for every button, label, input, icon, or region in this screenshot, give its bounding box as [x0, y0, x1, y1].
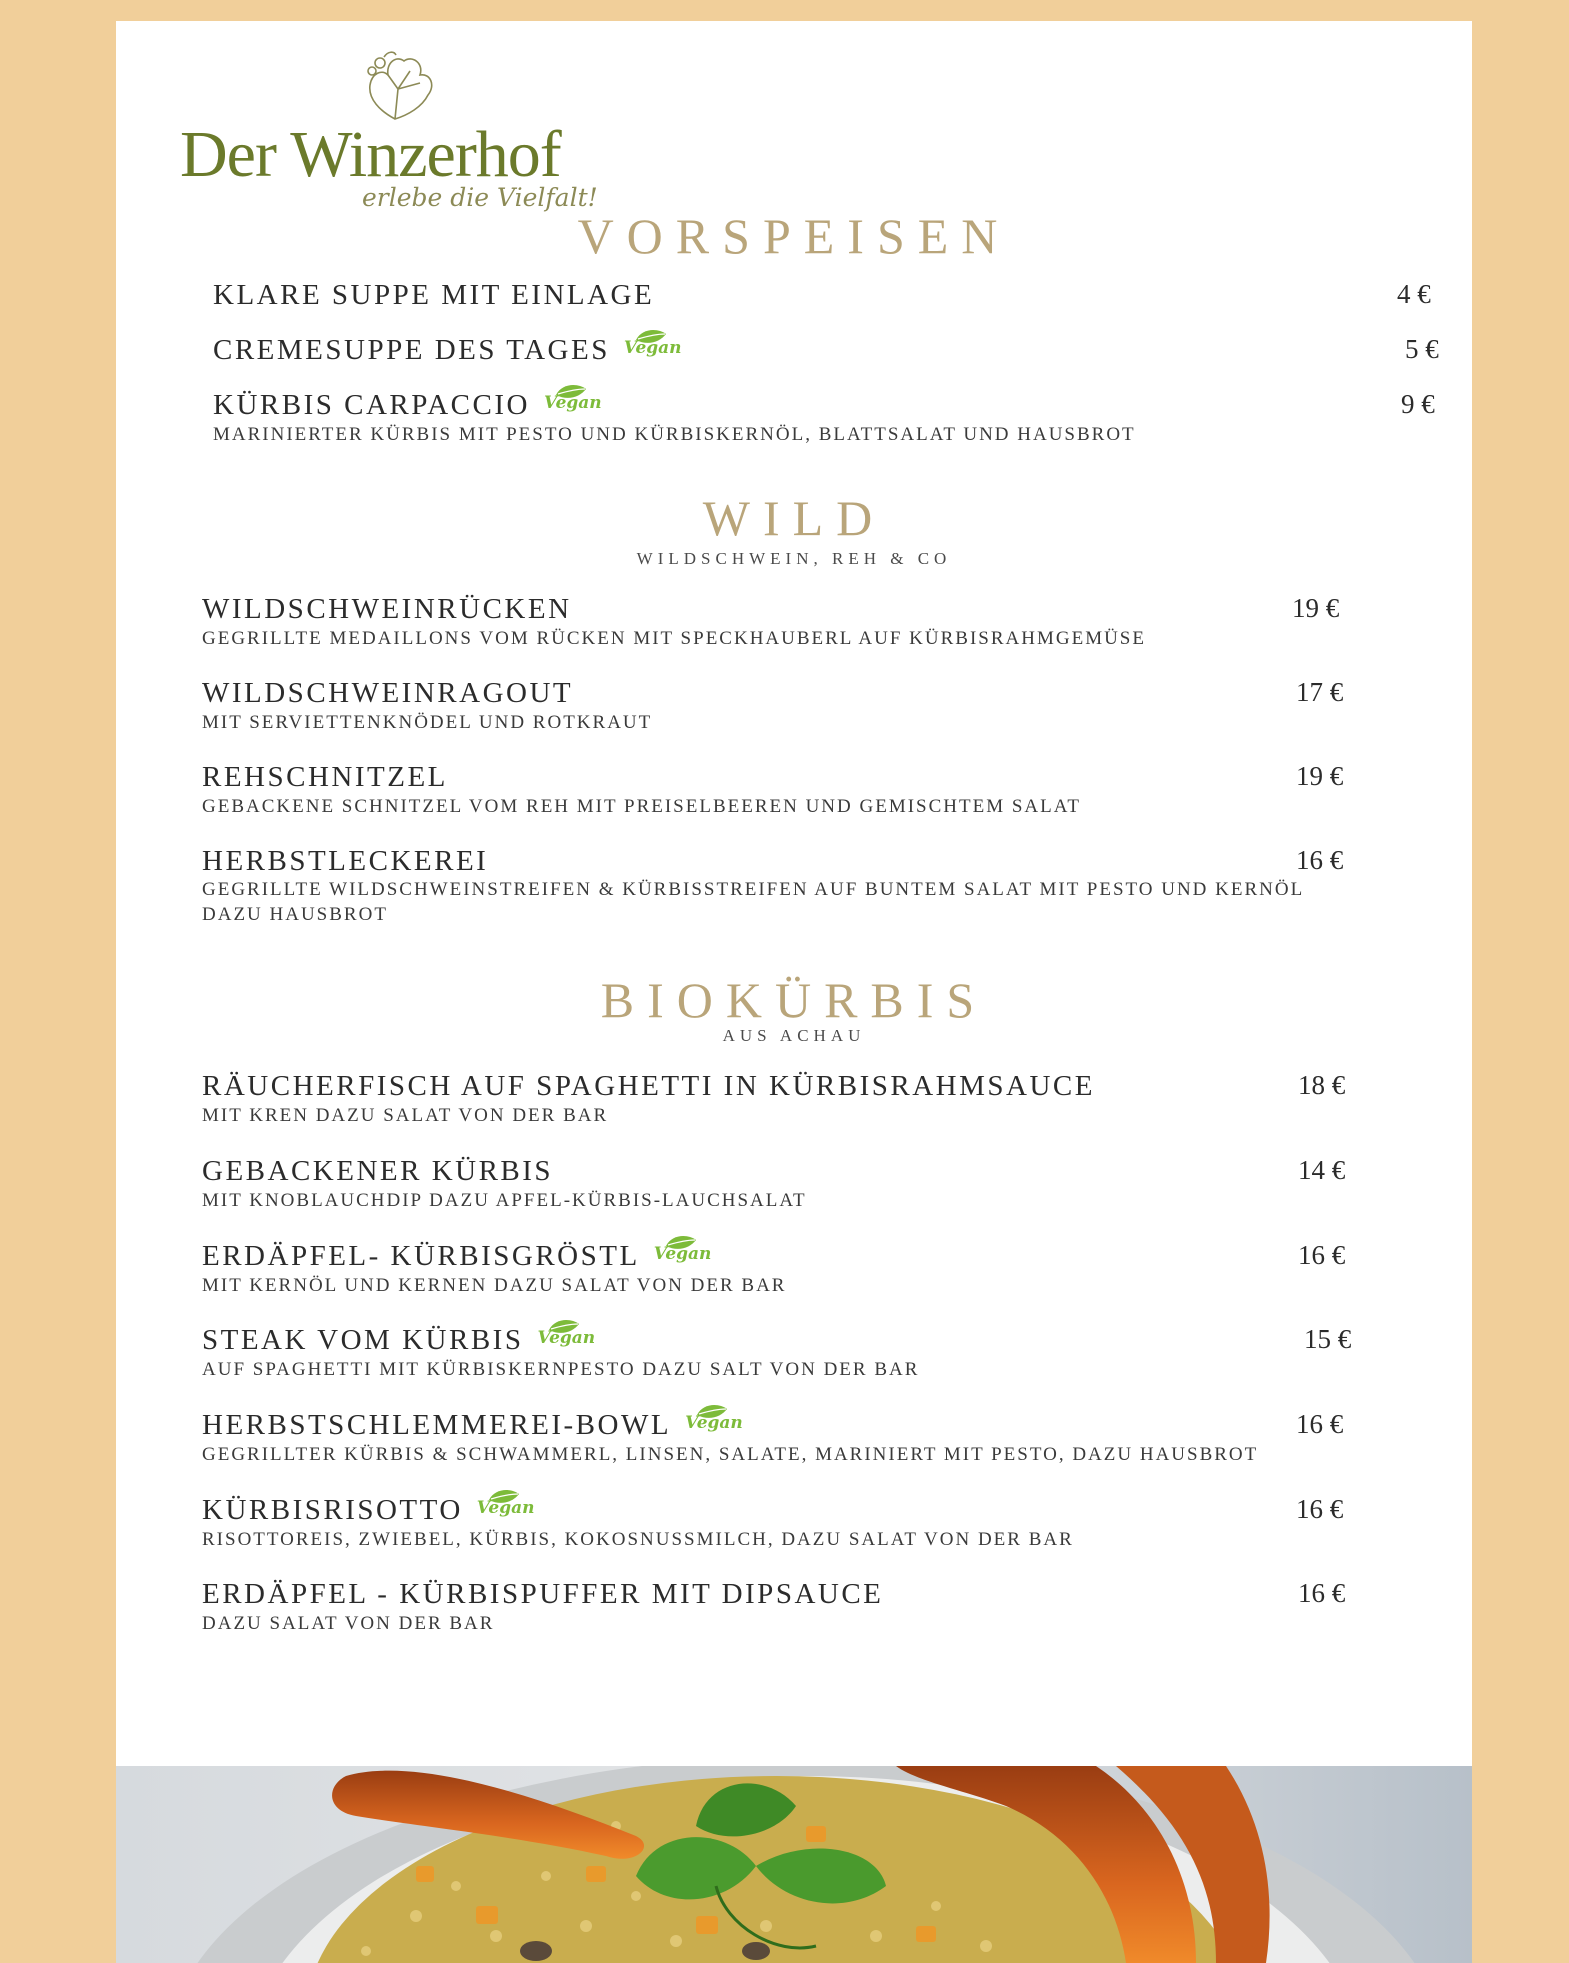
item-name: WILDSCHWEINRÜCKEN	[202, 593, 572, 625]
item-price: 16 €	[1298, 1240, 1346, 1270]
menu-page	[116, 21, 1472, 1963]
item-price: 14 €	[1298, 1155, 1346, 1185]
item-price: 5 €	[1405, 334, 1439, 364]
item-description: GEBACKENE SCHNITZEL VOM REH MIT PREISELBEEREN UND GEMISCHTEM SALAT	[202, 796, 1081, 817]
section-subtitle-wild: WILDSCHWEIN, REH & CO	[636, 549, 952, 568]
item-name: ERDÄPFEL- KÜRBISGRÖSTL	[202, 1240, 640, 1272]
item-name: STEAK VOM KÜRBIS	[202, 1324, 524, 1356]
item-price: 16 €	[1298, 1578, 1346, 1608]
item-price: 16 €	[1296, 845, 1344, 875]
item-price: 17 €	[1296, 677, 1344, 707]
section-title-wild: WILD	[702, 490, 886, 546]
item-name: KÜRBIS CARPACCIO	[213, 389, 530, 421]
item-description: MARINIERTER KÜRBIS MIT PESTO UND KÜRBISKERNÖL, BLATTSALAT UND HAUSBROT	[213, 424, 1136, 445]
item-name: CREMESUPPE DES TAGES	[213, 334, 610, 366]
item-description: GEGRILLTER KÜRBIS & SCHWAMMERL, LINSEN, SALATE, MARINIERT MIT PESTO, DAZU HAUSBROT	[202, 1444, 1259, 1465]
section-subtitle-biokuerbis: AUS ACHAU	[722, 1026, 866, 1045]
item-name: ERDÄPFEL - KÜRBISPUFFER MIT DIPSAUCE	[202, 1578, 884, 1610]
vegan-badge-icon: Vegan	[675, 1401, 731, 1439]
logo-name: Der Winzerhof	[180, 118, 561, 191]
item-price: 4 €	[1397, 279, 1431, 309]
logo-tagline: erlebe die Vielfalt!	[362, 183, 598, 212]
item-name: KLARE SUPPE MIT EINLAGE	[213, 279, 655, 311]
item-description: DAZU SALAT VON DER BAR	[202, 1613, 495, 1634]
vegan-badge-icon: Vegan	[527, 1316, 583, 1354]
item-name: KÜRBISRISOTTO	[202, 1494, 463, 1526]
item-description: MIT SERVIETTENKNÖDEL UND ROTKRAUT	[202, 712, 653, 733]
item-price: 16 €	[1296, 1409, 1344, 1439]
item-description: MIT KREN DAZU SALAT VON DER BAR	[202, 1105, 609, 1126]
item-name: GEBACKENER KÜRBIS	[202, 1155, 554, 1187]
item-price: 9 €	[1401, 389, 1435, 419]
item-name: WILDSCHWEINRAGOUT	[202, 677, 574, 709]
food-photo	[116, 1766, 1472, 1963]
item-name: REHSCHNITZEL	[202, 761, 448, 793]
vegan-badge-icon: Vegan	[467, 1486, 523, 1524]
section-title-vorspeisen: VORSPEISEN	[577, 208, 1011, 264]
vegan-badge-icon: Vegan	[534, 381, 590, 419]
item-price: 18 €	[1298, 1070, 1346, 1100]
item-name: RÄUCHERFISCH AUF SPAGHETTI IN KÜRBISRAHMSAUCE	[202, 1070, 1095, 1102]
risotto-dish-image	[116, 1766, 1472, 1963]
item-description: GEGRILLTE WILDSCHWEINSTREIFEN & KÜRBISSTREIFEN AUF BUNTEM SALAT MIT PESTO UND KERNÖL	[202, 879, 1305, 900]
vegan-badge-icon: Vegan	[614, 326, 670, 364]
item-description: GEGRILLTE MEDAILLONS VOM RÜCKEN MIT SPECKHAUBERL AUF KÜRBISRAHMGEMÜSE	[202, 628, 1146, 649]
item-description-line2: DAZU HAUSBROT	[202, 904, 388, 925]
item-description: MIT KNOBLAUCHDIP DAZU APFEL-KÜRBIS-LAUCHSALAT	[202, 1190, 807, 1211]
item-price: 19 €	[1296, 761, 1344, 791]
vegan-badge-icon: Vegan	[644, 1232, 700, 1270]
logo	[180, 49, 600, 219]
section-title-biokuerbis: BIOKÜRBIS	[600, 972, 988, 1028]
item-name: HERBSTSCHLEMMEREI-BOWL	[202, 1409, 672, 1441]
item-price: 15 €	[1304, 1324, 1352, 1354]
item-description: RISOTTOREIS, ZWIEBEL, KÜRBIS, KOKOSNUSSMILCH, DAZU SALAT VON DER BAR	[202, 1529, 1074, 1550]
item-price: 16 €	[1296, 1494, 1344, 1524]
item-description: MIT KERNÖL UND KERNEN DAZU SALAT VON DER BAR	[202, 1275, 787, 1296]
item-price: 19 €	[1292, 593, 1340, 623]
item-description: AUF SPAGHETTI MIT KÜRBISKERNPESTO DAZU SALT VON DER BAR	[202, 1359, 920, 1380]
item-name: HERBSTLECKEREI	[202, 845, 489, 877]
